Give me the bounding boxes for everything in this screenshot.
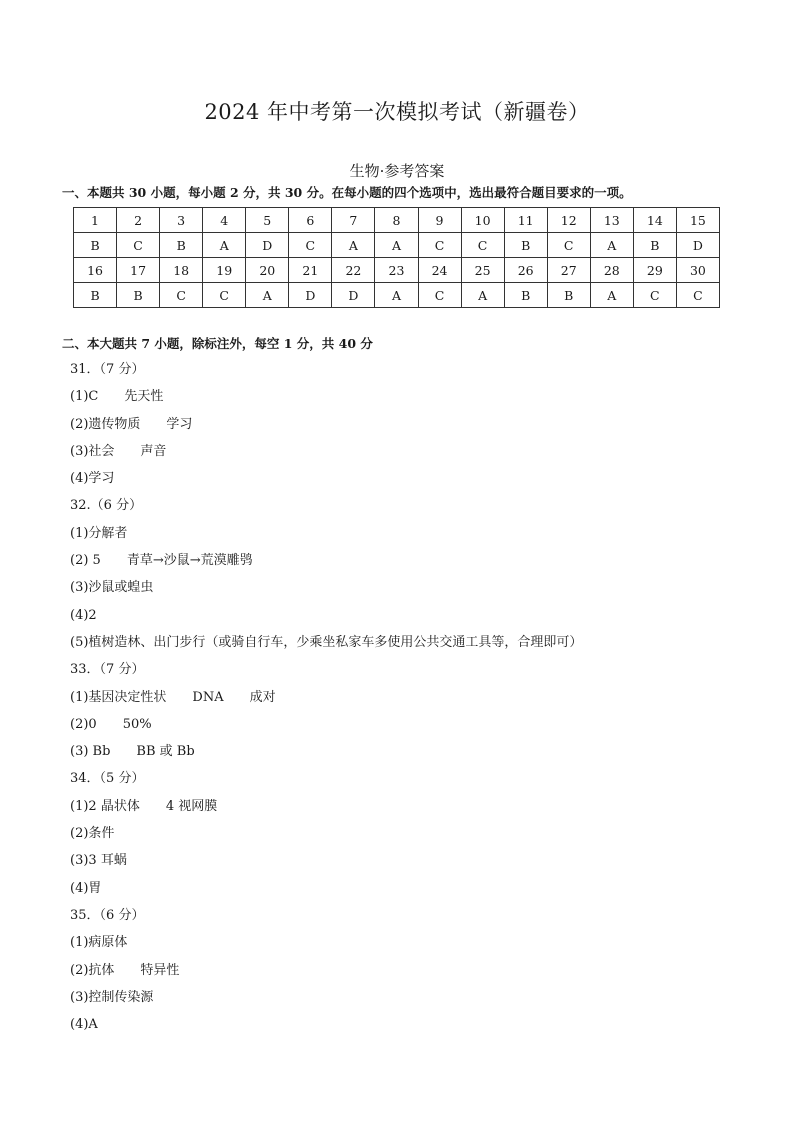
question-number-cell: 23 (375, 258, 418, 283)
question-number-cell: 20 (246, 258, 289, 283)
question-number-cell: 19 (203, 258, 246, 283)
answer-text: (3)控制传染源 (70, 989, 154, 1005)
answer-line (70, 1011, 750, 1038)
question-number-cell: 6 (289, 208, 332, 233)
answer-line (70, 520, 750, 547)
answer-blank: DNA (192, 689, 224, 705)
answer-line (70, 957, 750, 984)
answer-text: (1)C (70, 389, 99, 405)
answer-text: (1)分解者 (70, 525, 128, 541)
answer-line (70, 574, 750, 601)
answer-cell: B (160, 233, 203, 258)
answer-blank: 声音 (140, 443, 167, 459)
question-number-row (74, 208, 720, 233)
answer-cell: A (461, 283, 504, 308)
answer-text: 32.（6 分） (70, 498, 143, 514)
answer-list (70, 356, 750, 1038)
answer-line (70, 875, 750, 902)
answer-line (70, 793, 750, 820)
question-number-cell: 13 (590, 208, 633, 233)
question-number-cell: 16 (74, 258, 117, 283)
answer-cell: A (332, 233, 375, 258)
answer-cell: C (547, 233, 590, 258)
question-number-cell: 3 (160, 208, 203, 233)
answer-blank: 青草→沙鼠→荒漠雕鸮 (126, 553, 253, 569)
answer-line (70, 711, 750, 738)
answer-blank: BB 或 Bb (136, 744, 195, 760)
question-number-cell: 4 (203, 208, 246, 233)
question-number-cell: 17 (117, 258, 160, 283)
answer-cell: C (203, 283, 246, 308)
answer-cell: B (74, 233, 117, 258)
answer-blank: 特异性 (140, 962, 180, 978)
answer-text: (4)2 (70, 607, 97, 623)
question-number-cell: 10 (461, 208, 504, 233)
question-number-cell: 28 (590, 258, 633, 283)
answer-text: (5)植树造林、出门步行（或骑自行车，少乘坐私家车多使用公共交通工具等，合理即可） (70, 634, 583, 650)
answer-line (70, 847, 750, 874)
answer-cell: B (504, 283, 547, 308)
question-number-cell: 30 (676, 258, 719, 283)
answer-blank: 4 视网膜 (165, 798, 218, 814)
question-number-cell: 8 (375, 208, 418, 233)
answer-text: (1)2 晶状体 (70, 798, 140, 814)
question-number-cell: 14 (633, 208, 676, 233)
question-number-cell: 11 (504, 208, 547, 233)
answer-line (70, 547, 750, 574)
question-number-cell: 15 (676, 208, 719, 233)
answer-blank: 成对 (249, 689, 276, 705)
answer-cell: A (246, 283, 289, 308)
answer-cell: A (375, 233, 418, 258)
answer-cell: D (332, 283, 375, 308)
answer-line (70, 765, 750, 792)
answer-text: (3)社会 (70, 443, 115, 459)
question-number-cell: 7 (332, 208, 375, 233)
answer-text: (4)A (70, 1017, 98, 1033)
answer-cell: C (117, 233, 160, 258)
answer-text: 35．（6 分） (70, 907, 145, 923)
answer-blank: 先天性 (124, 389, 164, 405)
answer-text: (3)3 耳蜗 (70, 853, 127, 869)
answer-cell: A (375, 283, 418, 308)
answer-cell: C (676, 283, 719, 308)
answer-line (70, 356, 750, 383)
answer-text: (1)基因决定性状 (70, 689, 167, 705)
answer-line (70, 984, 750, 1011)
answer-cell: A (203, 233, 246, 258)
section-2-heading: 二、本大题共 7 小题，除标注外，每空 1 分，共 40 分 (62, 336, 373, 351)
answer-table (73, 207, 720, 308)
question-number-cell: 22 (332, 258, 375, 283)
answer-cell: C (160, 283, 203, 308)
answer-text: 31．（7 分） (70, 362, 145, 377)
answer-cell: C (461, 233, 504, 258)
question-number-cell: 9 (418, 208, 461, 233)
answer-line (70, 438, 750, 465)
answer-text: (4)学习 (70, 471, 115, 487)
answer-cell: C (418, 233, 461, 258)
answer-line (70, 656, 750, 683)
page-subtitle: 生物·参考答案 (349, 162, 445, 180)
page-title: 2024 年中考第一次模拟考试（新疆卷） (204, 100, 590, 124)
answer-cell: B (117, 283, 160, 308)
answer-text: (2)条件 (70, 826, 115, 842)
answer-line (70, 902, 750, 929)
answer-cell: D (289, 283, 332, 308)
question-number-row (74, 258, 720, 283)
answer-line (70, 602, 750, 629)
answer-cell: B (633, 233, 676, 258)
question-number-cell: 25 (461, 258, 504, 283)
answer-cell: C (289, 233, 332, 258)
answer-cell: A (590, 233, 633, 258)
section-1-heading: 一、本题共 30 小题，每小题 2 分，共 30 分。在每小题的四个选项中，选出最符合题目要求的一项。 (62, 185, 632, 200)
answer-blank: 50% (122, 716, 152, 732)
answer-cell: A (590, 283, 633, 308)
answer-text: (3) Bb (70, 744, 111, 760)
answer-cell: D (246, 233, 289, 258)
answer-line (70, 629, 750, 656)
answer-line (70, 383, 750, 410)
answer-line (70, 684, 750, 711)
answer-text: (2)遗传物质 (70, 416, 141, 432)
answer-text: (4)胃 (70, 880, 102, 896)
question-number-cell: 5 (246, 208, 289, 233)
answer-cell: D (676, 233, 719, 258)
answer-row (74, 283, 720, 308)
question-number-cell: 27 (547, 258, 590, 283)
answer-cell: C (633, 283, 676, 308)
answer-text: (2)抗体 (70, 962, 115, 978)
answer-text: 33．（7 分） (70, 662, 145, 678)
answer-line (70, 465, 750, 492)
answer-line (70, 929, 750, 956)
answer-line (70, 492, 750, 519)
answer-text: 34．（5 分） (70, 771, 145, 787)
question-number-cell: 26 (504, 258, 547, 283)
question-number-cell: 21 (289, 258, 332, 283)
answer-cell: B (504, 233, 547, 258)
answer-cell: C (418, 283, 461, 308)
question-number-cell: 29 (633, 258, 676, 283)
question-number-cell: 2 (117, 208, 160, 233)
question-number-cell: 12 (547, 208, 590, 233)
answer-line (70, 738, 750, 765)
answer-cell: B (74, 283, 117, 308)
question-number-cell: 18 (160, 258, 203, 283)
answer-text: (2) 5 (70, 553, 101, 569)
question-number-cell: 1 (74, 208, 117, 233)
answer-cell: B (547, 283, 590, 308)
question-number-cell: 24 (418, 258, 461, 283)
answer-row (74, 233, 720, 258)
answer-text: (3)沙鼠或蝗虫 (70, 580, 154, 596)
answer-text: (1)病原体 (70, 935, 128, 951)
answer-line (70, 411, 750, 438)
answer-blank: 学习 (166, 416, 193, 432)
answer-line (70, 820, 750, 847)
answer-text: (2)0 (70, 716, 97, 732)
